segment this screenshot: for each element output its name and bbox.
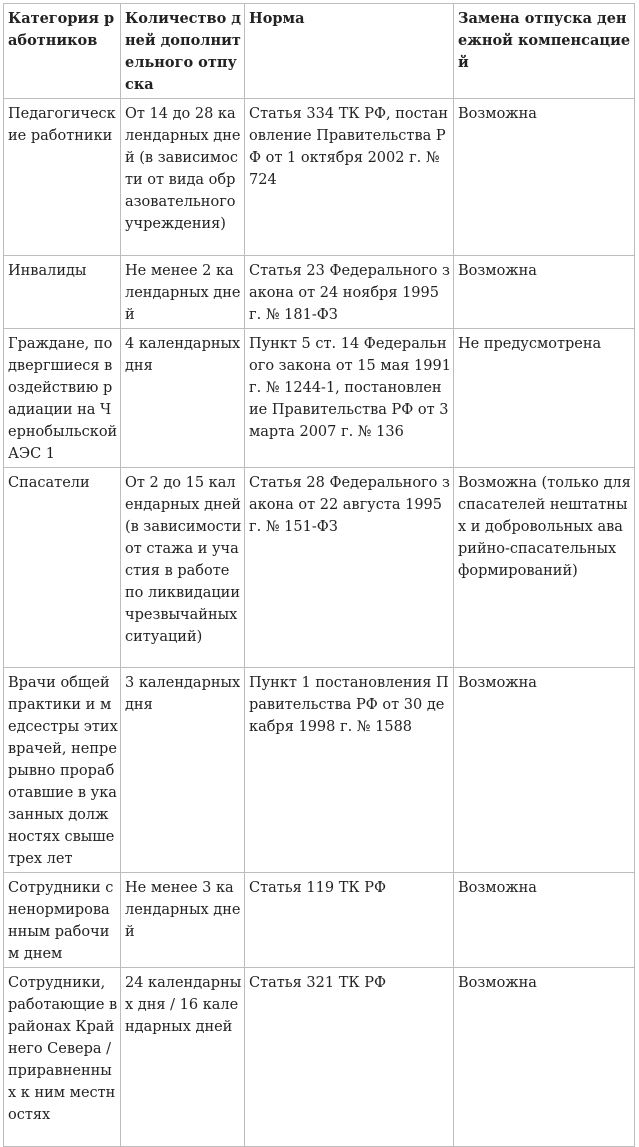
table-row — [4, 873, 635, 968]
header-days: Количество дней дополнительного отпуска — [121, 4, 245, 99]
header-row — [4, 4, 635, 99]
cell-compensation: Возможна — [454, 873, 635, 968]
cell-days: От 2 до 15 календарных дней (в зависимости от стажа и участия в работе по ликвидации чрезвычайных ситуаций) — [121, 468, 245, 668]
cell-days: 3 календарных дня — [121, 668, 245, 873]
cell-compensation: Возможна — [454, 668, 635, 873]
cell-norm: Статья 23 Федерального закона от 24 ноября 1995 г. № 181-ФЗ — [245, 256, 454, 329]
cell-norm: Пункт 1 постановления Правительства РФ от 30 декабря 1998 г. № 1588 — [245, 668, 454, 873]
cell-compensation: Возможна — [454, 256, 635, 329]
cell-norm: Статья 119 ТК РФ — [245, 873, 454, 968]
cell-category: Педагогические работники — [4, 99, 121, 256]
header-category: Категория работников — [4, 4, 121, 99]
cell-norm: Статья 334 ТК РФ, постановление Правительства РФ от 1 октября 2002 г. № 724 — [245, 99, 454, 256]
table-row — [4, 329, 635, 468]
cell-category: Сотрудники, работающие в районах Крайнего Севера / приравненных к ним местностях — [4, 968, 121, 1147]
cell-norm: Статья 321 ТК РФ — [245, 968, 454, 1147]
cell-compensation: Не предусмотрена — [454, 329, 635, 468]
table-header — [4, 4, 635, 99]
cell-norm: Статья 28 Федерального закона от 22 августа 1995 г. № 151-ФЗ — [245, 468, 454, 668]
table-row — [4, 99, 635, 256]
cell-category: Граждане, подвергшиеся воздействию радиации на Чернобыльской АЭС 1 — [4, 329, 121, 468]
table-body — [4, 99, 635, 1147]
cell-compensation: Возможна (только для спасателей нештатных и добровольных аварийно-спасательных формирований) — [454, 468, 635, 668]
cell-norm: Пункт 5 ст. 14 Федерального закона от 15 мая 1991 г. № 1244-1, постановление Правительства РФ от 3 марта 2007 г. № 136 — [245, 329, 454, 468]
cell-category: Спасатели — [4, 468, 121, 668]
cell-compensation: Возможна — [454, 99, 635, 256]
cell-days: 24 календарных дня / 16 календарных дней — [121, 968, 245, 1147]
header-norm: Норма — [245, 4, 454, 99]
table-row — [4, 668, 635, 873]
table-row — [4, 468, 635, 668]
table-row — [4, 968, 635, 1147]
cell-category: Врачи общей практики и медсестры этих врачей, непрерывно проработавшие в указанных должностях свыше трех лет — [4, 668, 121, 873]
cell-compensation: Возможна — [454, 968, 635, 1147]
cell-days: Не менее 2 календарных дней — [121, 256, 245, 329]
vacation-table — [3, 3, 635, 1147]
cell-days: Не менее 3 календарных дней — [121, 873, 245, 968]
table-row — [4, 256, 635, 329]
cell-category: Сотрудники с ненормированным рабочим днем — [4, 873, 121, 968]
cell-category: Инвалиды — [4, 256, 121, 329]
header-compensation: Замена отпуска денежной компенсацией — [454, 4, 635, 99]
cell-days: 4 календарных дня — [121, 329, 245, 468]
cell-days: От 14 до 28 календарных дней (в зависимости от вида образовательного учреждения) — [121, 99, 245, 256]
